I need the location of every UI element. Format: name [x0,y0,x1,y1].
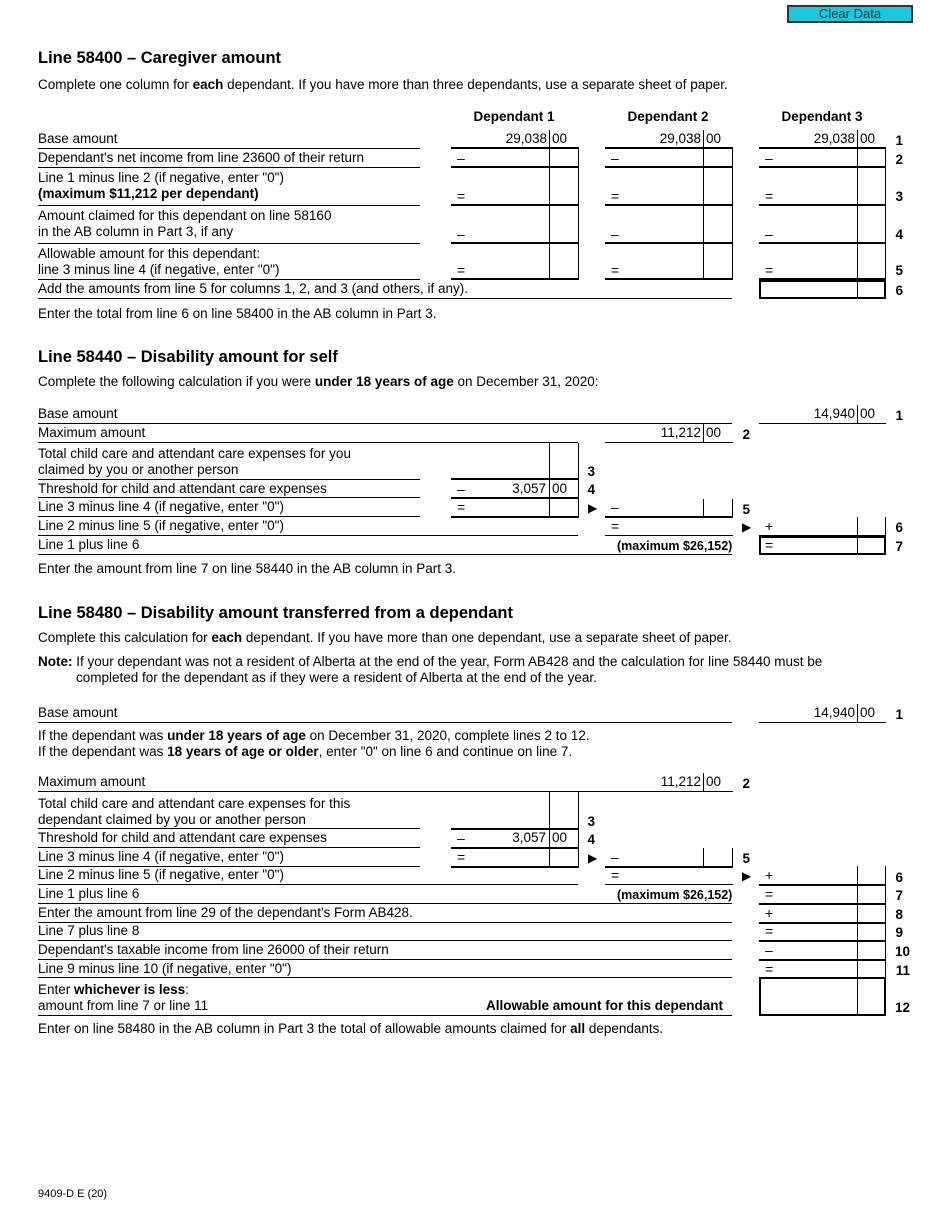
dep2-equals-5: = [611,262,620,278]
transfer-row4-label: Threshold for child and attendant care expenses [38,830,327,845]
transfer-row9-label: Line 7 plus line 8 [38,923,140,938]
caregiver-row5-label-b: line 3 minus line 4 (if negative, enter "0") [38,262,280,277]
self-minus-4: – [457,481,465,497]
transfer-equals-7: = [765,886,774,902]
transfer-row3-label-a: Total child care and attendant care expenses for this [38,796,351,811]
dependant-3-header: Dependant 3 [781,109,863,124]
dep3-minus-2: – [765,150,773,166]
transfer-line-number-9: 9 [895,925,903,940]
transfer-footer: Enter on line 58480 in the AB column in Part 3 the total of allowable amounts claimed for all dependants. [38,1021,664,1036]
self-expenses-input[interactable] [470,461,546,477]
dep3-equals-5: = [765,262,774,278]
self-total-input[interactable] [759,536,886,555]
caregiver-footer: Enter the total from line 6 on line 58400 in the AB column in Part 3. [38,306,437,321]
transfer-line-number-8: 8 [895,907,903,922]
dep1-minus-2: – [457,150,465,166]
dep1-minus-4: – [457,226,465,242]
self-row3-label-b: claimed by you or another person [38,462,239,477]
dep3-base-dollars: 29,038 [813,131,855,146]
dep1-base-dollars: 29,038 [505,131,547,146]
transfer-line-number-12: 12 [894,1000,910,1015]
transfer-row10-label: Dependant's taxable income from line 26000 of their return [38,942,389,957]
transfer-line8-input[interactable] [778,905,854,921]
self-line-number-6: 6 [895,520,903,535]
self-row7-label: Line 1 plus line 6 [38,537,140,552]
dep1-base-cents: 00 [552,131,568,146]
caregiver-total-input[interactable] [759,280,886,299]
self-title: Line 58440 – Disability amount for self [38,348,338,366]
dep1-equals-3: = [457,188,466,204]
dep1-equals-5: = [457,262,466,278]
transfer-equals-9: = [765,923,774,939]
self-intro: Complete the following calculation if you were under 18 years of age on December 31, 2020: [38,374,599,389]
caregiver-intro: Complete one column for each dependant. If you have more than three dependants, use a separate sheet of paper. [38,77,728,92]
caregiver-line-number-2: 2 [895,152,903,167]
transfer-equals-5: = [457,849,466,865]
transfer-middle-line5-input[interactable] [624,849,700,865]
dep3-equals-3: = [765,188,774,204]
transfer-arrow-6: ▶ [742,869,752,883]
transfer-line-number-11: 11 [895,963,910,978]
transfer-condition-2: If the dependant was 18 years of age or older, enter "0" on line 6 and continue on line 7. [38,744,573,759]
transfer-row2-label: Maximum amount [38,774,146,789]
transfer-line-number-10: 10 [894,944,910,959]
transfer-line-number-1: 1 [895,707,903,722]
dep1-line3-input[interactable] [470,188,546,204]
transfer-max-dollars: 11,212 [660,774,701,789]
self-footer: Enter the amount from line 7 on line 58440 in the AB column in Part 3. [38,561,456,576]
transfer-row5-label: Line 3 minus line 4 (if negative, enter "0") [38,849,284,864]
self-line6-input[interactable] [624,518,700,534]
self-max-note: (maximum $26,152) [617,539,733,553]
self-arrow-6: ▶ [742,520,752,534]
transfer-plus-8: + [765,905,774,921]
caregiver-row2-label: Dependant's net income from line 23600 of their return [38,150,365,165]
self-line-number-7: 7 [895,539,903,554]
dep2-line4-input[interactable] [624,226,700,242]
caregiver-row6-label: Add the amounts from line 5 for columns 1, 2, and 3 (and others, if any). [38,281,468,296]
transfer-max-cents: 00 [706,774,722,789]
transfer-line11-input[interactable] [778,961,854,977]
self-line-number-1: 1 [895,408,903,423]
self-base-dollars: 14,940 [813,406,855,421]
transfer-line-number-5: 5 [742,851,750,866]
dep2-line3-input[interactable] [624,188,700,204]
transfer-line9-input[interactable] [778,923,854,939]
caregiver-line-number-4: 4 [895,227,903,242]
transfer-line-number-3: 3 [587,814,595,829]
transfer-max-note: (maximum $26,152) [617,888,733,902]
self-row5-label: Line 3 minus line 4 (if negative, enter "0") [38,499,284,514]
self-row6-label: Line 2 minus line 5 (if negative, enter "0") [38,518,284,533]
self-row4-label: Threshold for child and attendant care expenses [38,481,327,496]
transfer-row3-label-b: dependant claimed by you or another person [38,812,306,827]
dep2-minus-2: – [611,150,619,166]
transfer-note-line2: completed for the dependant as if they were a resident of Alberta at the end of the year. [76,670,597,685]
dependant-1-header: Dependant 1 [473,109,555,124]
transfer-threshold-cents: 00 [552,830,568,845]
dep2-minus-4: – [611,226,619,242]
caregiver-row3-label-a: Line 1 minus line 2 (if negative, enter "0") [38,170,284,185]
dep3-net-income-input[interactable] [778,150,854,166]
self-row3-label-a: Total child care and attendant care expenses for you [38,446,351,461]
dep2-equals-3: = [611,188,620,204]
dep2-base-dollars: 29,038 [659,131,701,146]
transfer-right-line6-input[interactable] [778,867,854,883]
caregiver-row5-label-a: Allowable amount for this dependant: [38,246,261,261]
dep3-minus-4: – [765,226,773,242]
transfer-row1-label: Base amount [38,705,118,720]
transfer-minus-10: – [765,942,773,958]
self-equals-5: = [457,499,466,515]
transfer-row12-label-b: amount from line 7 or line 11 [38,998,209,1013]
dep2-line5-input[interactable] [624,262,700,278]
caregiver-row3-label-b: (maximum $11,212 per dependant) [38,186,259,201]
transfer-allowable-input[interactable] [759,977,886,1016]
transfer-allowable-label: Allowable amount for this dependant [486,998,724,1013]
dep1-net-income-input[interactable] [470,150,546,166]
transfer-equals-6: = [611,867,620,883]
dep1-line5-input[interactable] [470,262,546,278]
self-plus-6: + [765,518,774,534]
transfer-title: Line 58480 – Disability amount transferred from a dependant [38,604,513,622]
caregiver-line-number-1: 1 [895,133,903,148]
self-row1-label: Base amount [38,406,118,421]
self-row2-label: Maximum amount [38,425,146,440]
self-max-cents: 00 [706,425,722,440]
caregiver-line-number-6: 6 [895,283,903,298]
self-line-number-5: 5 [742,502,750,517]
dep3-base-cents: 00 [860,131,876,146]
transfer-minus-5: – [611,849,619,865]
transfer-base-dollars: 14,940 [813,705,855,720]
transfer-row6-label: Line 2 minus line 5 (if negative, enter "0") [38,867,284,882]
transfer-minus-4: – [457,830,465,846]
transfer-line10-input[interactable] [778,942,854,958]
self-line-number-4: 4 [587,482,595,497]
transfer-line5-input[interactable] [470,849,546,865]
caregiver-line-number-3: 3 [895,189,903,204]
dep3-line5-input[interactable] [778,262,854,278]
transfer-row12-label-a: Enter whichever is less: [38,982,189,997]
self-equals-7: = [765,537,774,553]
dep3-line3-input[interactable] [778,188,854,204]
transfer-intro: Complete this calculation for each dependant. If you have more than one dependant, use a separate sheet of paper. [38,630,732,645]
caregiver-title: Line 58400 – Caregiver amount [38,49,282,67]
transfer-arrow-5: ▶ [588,851,598,865]
caregiver-row4-label-b: in the AB column in Part 3, if any [38,224,234,239]
self-threshold-dollars: 3,057 [512,481,546,496]
transfer-base-cents: 00 [860,705,876,720]
self-line5-input[interactable] [470,499,546,515]
self-base-cents: 00 [860,406,876,421]
caregiver-row4-label-a: Amount claimed for this dependant on line 58160 [38,208,332,223]
transfer-note-line1: Note: If your dependant was not a resident of Alberta at the end of the year, Form AB428 and the calculation for line 58440 must be [38,654,823,669]
transfer-row8-label: Enter the amount from line 29 of the dependant's Form AB428. [38,905,413,920]
transfer-threshold-dollars: 3,057 [512,830,546,845]
transfer-equals-11: = [765,961,774,977]
self-threshold-cents: 00 [552,481,568,496]
self-arrow-5: ▶ [588,501,598,515]
clear-data-button[interactable]: Clear Data [787,5,913,23]
transfer-line7-input[interactable] [778,886,854,902]
dep2-net-income-input[interactable] [624,150,700,166]
transfer-row11-label: Line 9 minus line 10 (if negative, enter "0") [38,961,292,976]
self-line-number-3: 3 [587,464,595,479]
self-equals-6: = [611,518,620,534]
transfer-line-number-2: 2 [742,776,750,791]
transfer-expenses-input[interactable] [470,811,546,827]
self-right-line6-input[interactable] [778,518,854,534]
transfer-plus-6: + [765,867,774,883]
transfer-line6-input[interactable] [624,867,700,883]
dep2-base-cents: 00 [706,131,722,146]
self-minus-5: – [611,499,619,515]
transfer-line-number-4: 4 [587,832,595,847]
self-line-number-2: 2 [742,427,750,442]
dependant-2-header: Dependant 2 [627,109,709,124]
caregiver-line-number-5: 5 [895,263,903,278]
transfer-line-number-7: 7 [895,888,903,903]
self-max-dollars: 11,212 [660,425,701,440]
caregiver-row1-label: Base amount [38,131,118,146]
transfer-line-number-6: 6 [895,870,903,885]
self-middle-line5-input[interactable] [624,499,700,515]
dep1-line4-input[interactable] [470,226,546,242]
form-id: 9409-D E (20) [38,1188,108,1200]
transfer-condition-1: If the dependant was under 18 years of age on December 31, 2020, complete lines 2 to 12. [38,728,590,743]
dep3-line4-input[interactable] [778,226,854,242]
transfer-row7-label: Line 1 plus line 6 [38,886,140,901]
